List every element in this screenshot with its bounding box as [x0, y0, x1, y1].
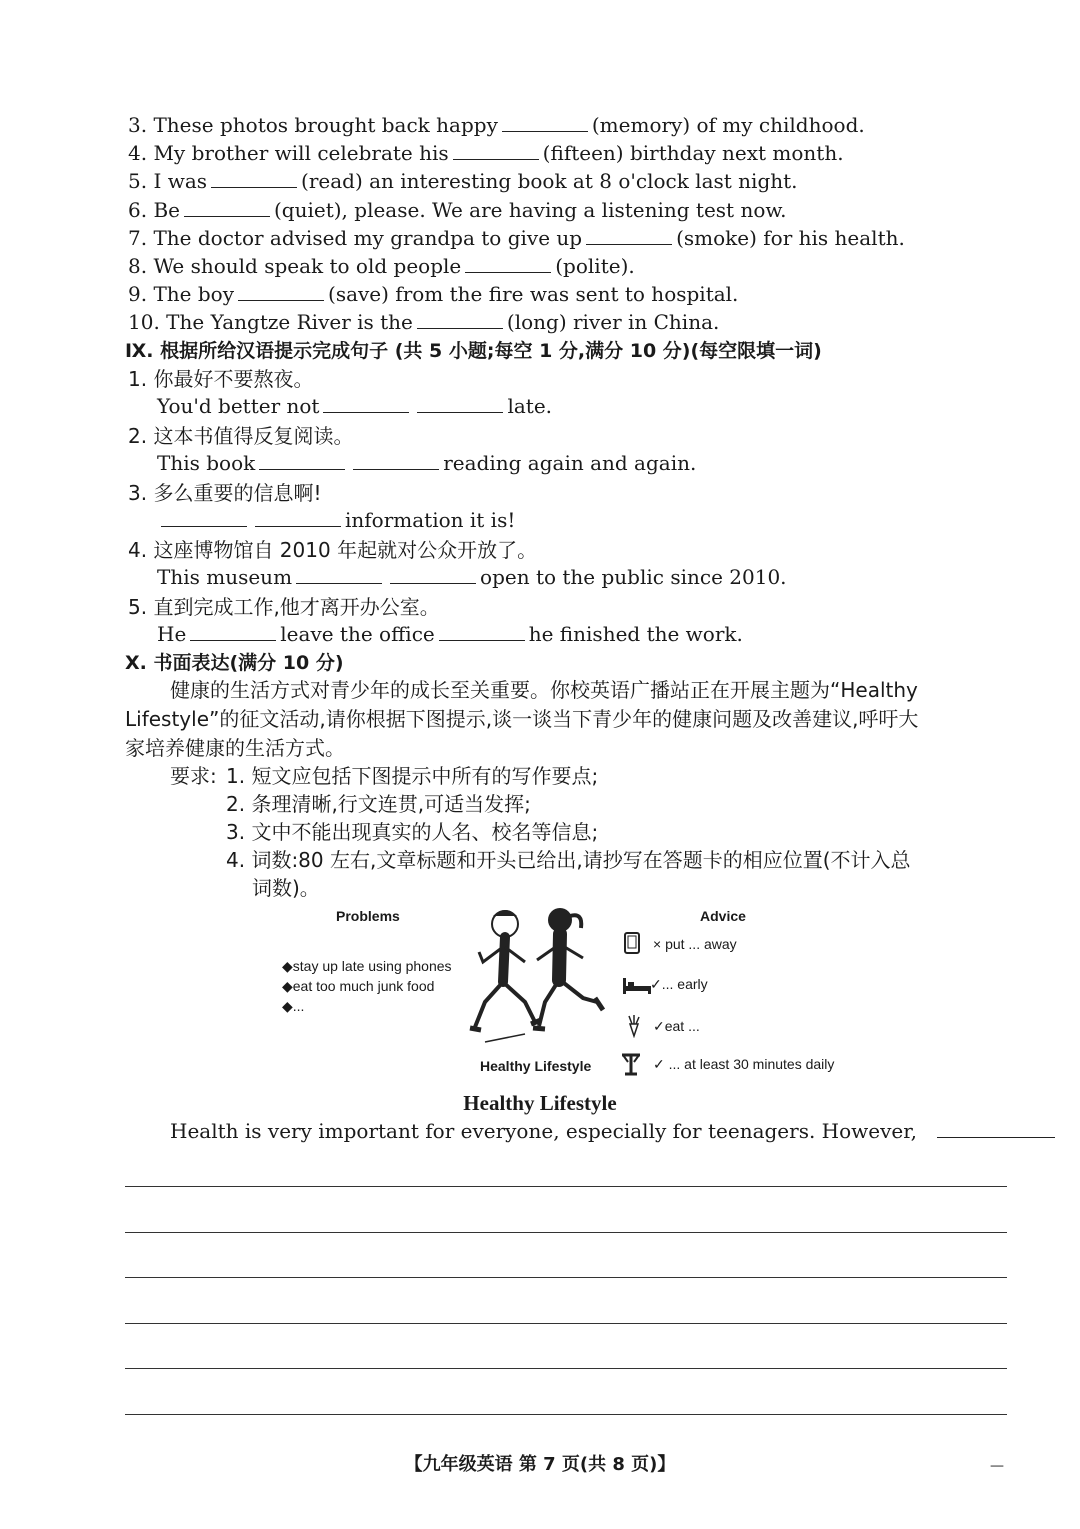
answer-blank[interactable] [259, 451, 345, 470]
item-number: 3. [128, 113, 148, 137]
item-hint: (read) an interesting book at 8 o'clock last night. [301, 169, 798, 193]
answer-blank[interactable] [390, 565, 476, 584]
translation-answer-line [157, 507, 515, 533]
item-hint: (quiet), please. We are having a listening test now. [274, 198, 787, 222]
grammar-item [128, 225, 905, 251]
figure-caption: Healthy Lifestyle [480, 1058, 592, 1074]
exercise-icon [620, 1052, 642, 1076]
english-suffix: late. [507, 394, 553, 418]
answer-blank[interactable] [417, 394, 503, 413]
advice-1: × put ... away [653, 936, 737, 952]
item-hint: (long) river in China. [506, 310, 720, 334]
item-hint: (memory) of my childhood. [591, 113, 865, 137]
item-number: 7. [128, 226, 148, 250]
writing-intro-line-3: 家培养健康的生活方式。 [125, 736, 345, 760]
answer-blank[interactable] [323, 394, 409, 413]
requirement-3: 3. 文中不能出现真实的人名、校名等信息; [226, 820, 599, 844]
essay-opening [170, 1118, 1059, 1144]
item-number: 2. [128, 424, 148, 448]
writing-line-2[interactable] [125, 1232, 1007, 1233]
item-hint: (save) from the fire was sent to hospital. [328, 282, 739, 306]
requirements-label: 要求: [170, 764, 217, 788]
item-text: The Yangtze River is the [166, 310, 413, 334]
problem-3: ◆... [282, 998, 305, 1014]
english-prefix: He [157, 622, 187, 646]
answer-blank[interactable] [586, 226, 672, 245]
translation-prompt [128, 423, 353, 449]
answer-blank[interactable] [190, 622, 276, 641]
english-suffix: reading again and again. [443, 451, 697, 475]
answer-blank[interactable] [211, 169, 297, 188]
item-number: 4. [128, 141, 148, 165]
english-middle: leave the office [280, 622, 435, 646]
writing-line-6[interactable] [125, 1414, 1007, 1415]
grammar-item [128, 253, 635, 279]
translation-prompt [128, 537, 537, 563]
problem-1: ◆stay up late using phones [282, 958, 452, 974]
item-text: I was [153, 169, 208, 193]
item-hint: (smoke) for his health. [676, 226, 905, 250]
chinese-prompt: 你最好不要熬夜。 [153, 367, 314, 391]
translation-prompt [128, 594, 440, 620]
answer-blank[interactable] [465, 254, 551, 273]
item-number: 10. [128, 310, 160, 334]
chinese-prompt: 这座博物馆自 2010 年起就对公众开放了。 [153, 538, 538, 562]
phone-icon [623, 932, 641, 954]
healthy-lifestyle-figure [270, 900, 870, 1090]
grammar-item [128, 140, 844, 166]
answer-blank[interactable] [238, 282, 324, 301]
item-number: 5. [128, 169, 148, 193]
answer-blank[interactable] [184, 198, 270, 217]
advice-2: ✓... early [650, 976, 708, 992]
answer-blank[interactable] [439, 622, 525, 641]
writing-line-1[interactable] [125, 1186, 1007, 1187]
bed-icon [622, 976, 652, 996]
translation-prompt [128, 366, 313, 392]
chinese-prompt: 直到完成工作,他才离开办公室。 [153, 595, 440, 619]
writing-intro-line-2: Lifestyle”的征文活动,请你根据下图提示,谈一谈当下青少年的健康问题及改善建议,呼吁大 [125, 707, 919, 731]
advice-title: Advice [700, 908, 746, 924]
essay-opening-text: Health is very important for everyone, especially for teenagers. However, [170, 1119, 917, 1143]
item-text: The boy [153, 282, 235, 306]
page-footer: 【九年级英语 第 7 页(共 8 页)】 [404, 1454, 676, 1475]
answer-blank[interactable] [502, 113, 588, 132]
requirement-2: 2. 条理清晰,行文连贯,可适当发挥; [226, 792, 531, 816]
section-9-title: Ⅸ. 根据所给汉语提示完成句子 (共 5 小题;每空 1 分,满分 10 分)(每空限填一词) [125, 340, 822, 362]
essay-title: Healthy Lifestyle [463, 1091, 617, 1115]
essay-opening-blank[interactable] [937, 1119, 1055, 1138]
writing-line-4[interactable] [125, 1323, 1007, 1324]
runners-illustration [465, 902, 615, 1047]
translation-answer-line [157, 450, 696, 476]
grammar-item [128, 281, 738, 307]
item-number: 5. [128, 595, 148, 619]
item-text: These photos brought back happy [153, 113, 498, 137]
grammar-item [128, 309, 719, 335]
answer-blank[interactable] [417, 310, 503, 329]
requirement-4-cont: 词数)。 [252, 876, 320, 900]
grammar-item [128, 168, 798, 194]
corner-mark: — [990, 1458, 1004, 1474]
item-text: The doctor advised my grandpa to give up [153, 226, 583, 250]
answer-blank[interactable] [255, 508, 341, 527]
translation-answer-line [157, 621, 743, 647]
item-text: Be [153, 198, 180, 222]
answer-blank[interactable] [161, 508, 247, 527]
english-prefix: This museum [157, 565, 293, 589]
english-prefix: You'd better not [157, 394, 320, 418]
item-hint: (fifteen) birthday next month. [542, 141, 844, 165]
english-suffix: he finished the work. [528, 622, 743, 646]
chinese-prompt: 这本书值得反复阅读。 [153, 424, 354, 448]
item-hint: (polite). [555, 254, 635, 278]
translation-prompt [128, 480, 321, 506]
writing-line-5[interactable] [125, 1368, 1007, 1369]
english-suffix: open to the public since 2010. [480, 565, 787, 589]
item-number: 4. [128, 538, 148, 562]
problems-title: Problems [336, 908, 400, 924]
grammar-item [128, 112, 865, 138]
problem-2: ◆eat too much junk food [282, 978, 435, 994]
grammar-item [128, 197, 786, 223]
writing-intro-line-1: 健康的生活方式对青少年的成长至关重要。你校英语广播站正在开展主题为“Healthy [170, 678, 918, 702]
item-text: My brother will celebrate his [153, 141, 449, 165]
requirement-4: 4. 词数:80 左右,文章标题和开头已给出,请抄写在答题卡的相应位置(不计入总 [226, 848, 911, 872]
translation-answer-line [157, 564, 787, 590]
vegetable-icon [624, 1014, 644, 1038]
item-number: 9. [128, 282, 148, 306]
item-number: 3. [128, 481, 148, 505]
requirement-1: 1. 短文应包括下图提示中所有的写作要点; [226, 764, 599, 788]
section-10-title: Ⅹ. 书面表达(满分 10 分) [125, 652, 344, 674]
translation-answer-line [157, 393, 552, 419]
writing-line-3[interactable] [125, 1277, 1007, 1278]
english-prefix: This book [157, 451, 256, 475]
chinese-prompt: 多么重要的信息啊! [153, 481, 322, 505]
item-number: 1. [128, 367, 148, 391]
item-text: We should speak to old people [153, 254, 462, 278]
item-number: 8. [128, 254, 148, 278]
item-number: 6. [128, 198, 148, 222]
answer-blank[interactable] [353, 451, 439, 470]
answer-blank[interactable] [296, 565, 382, 584]
advice-4: ✓ ... at least 30 minutes daily [653, 1056, 835, 1072]
english-suffix: information it is! [345, 508, 516, 532]
advice-3: ✓eat ... [653, 1018, 700, 1034]
answer-blank[interactable] [453, 141, 539, 160]
